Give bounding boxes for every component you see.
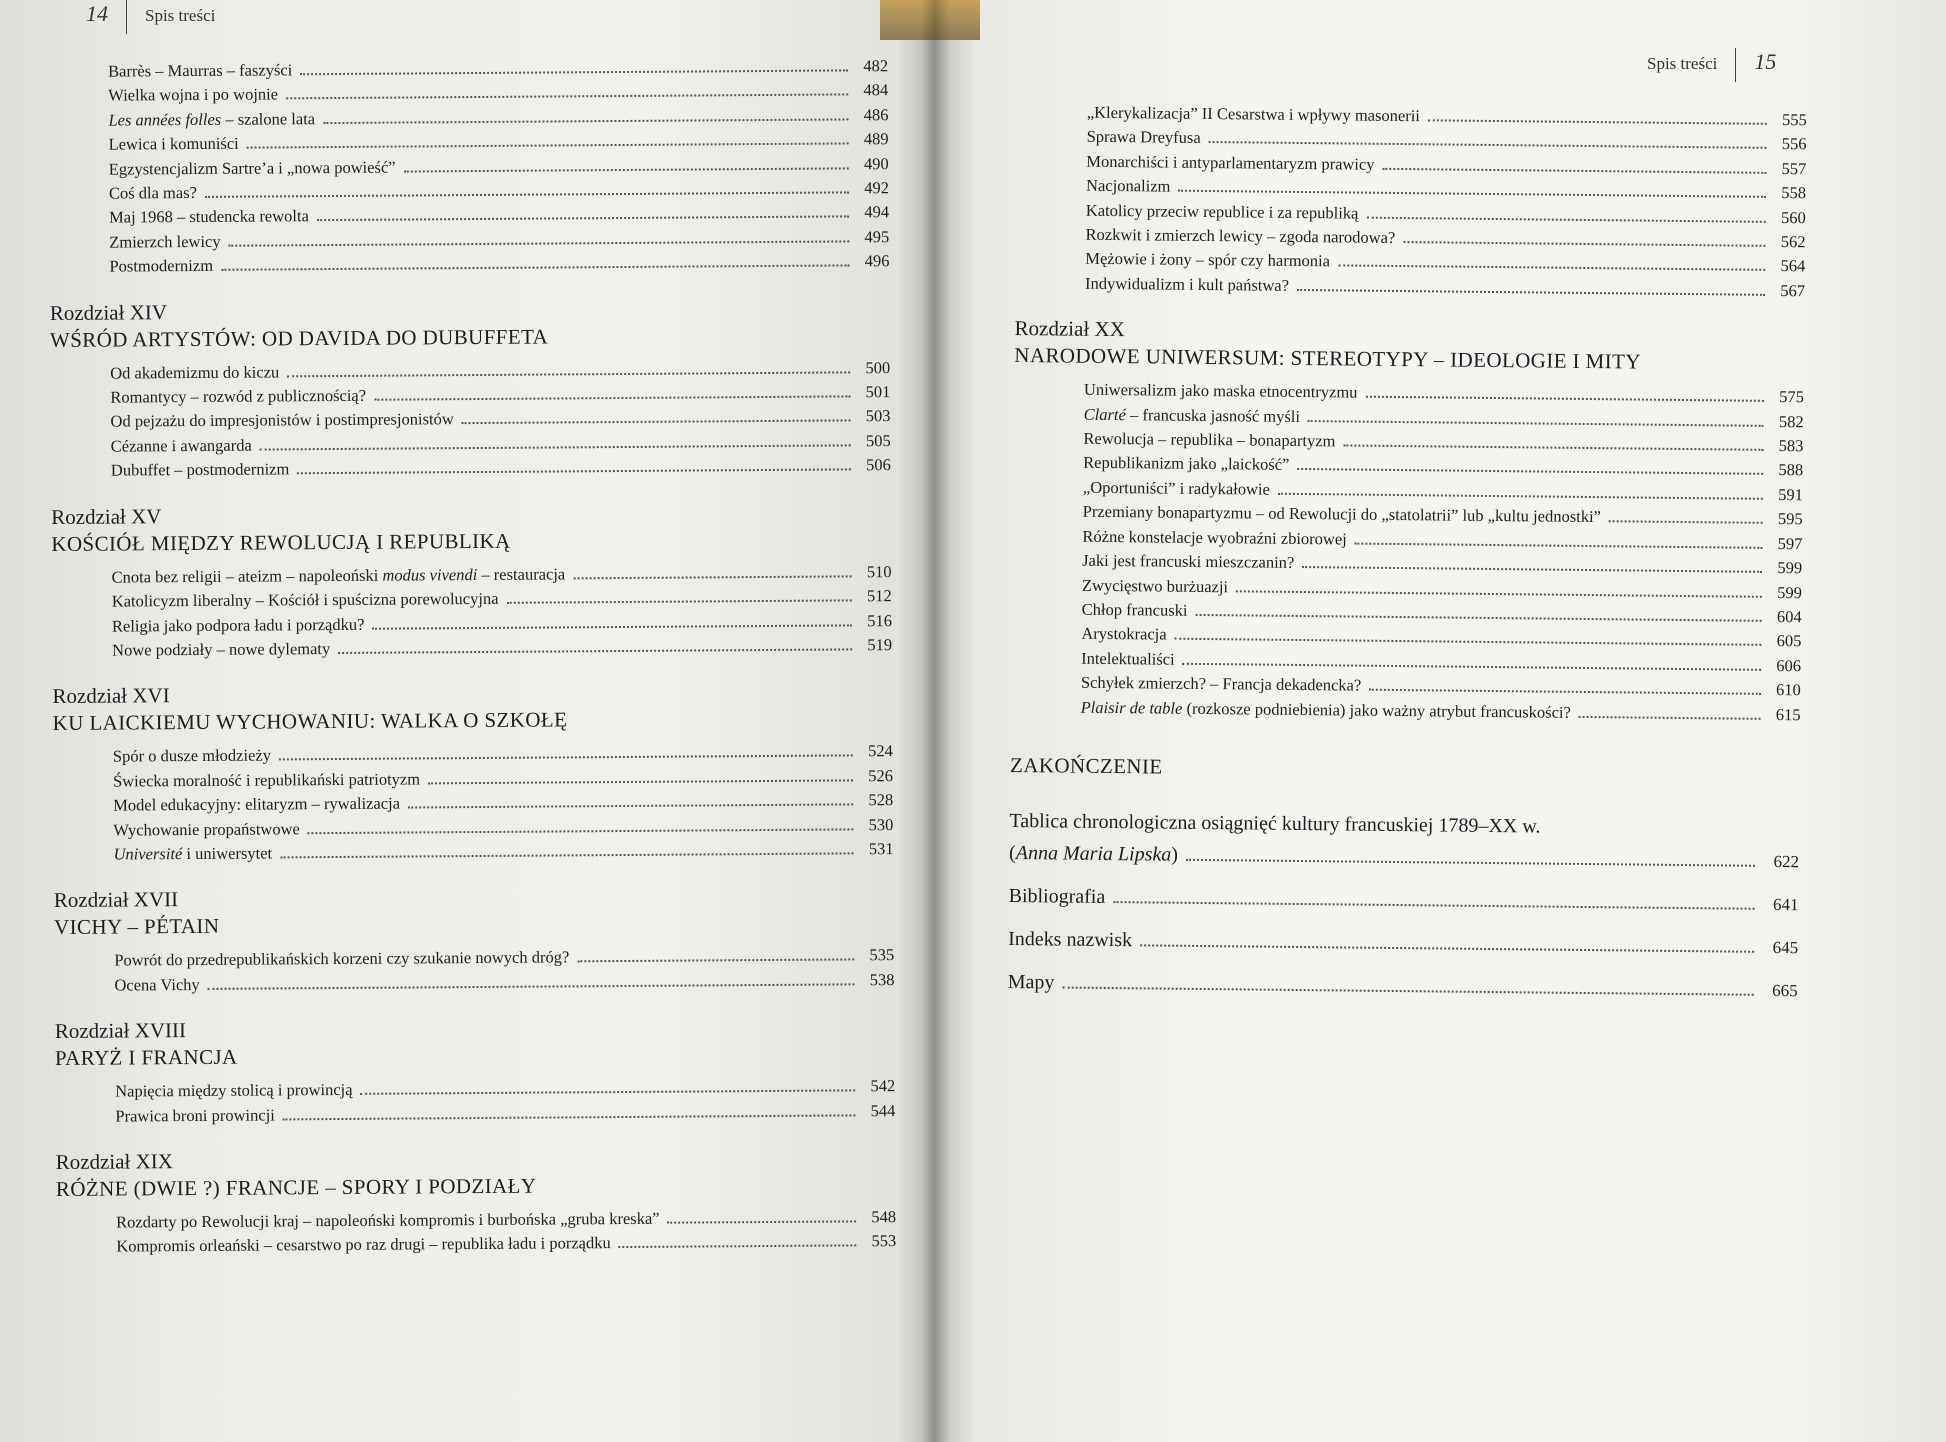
right-page-number: 15 (1754, 48, 1777, 74)
toc-entry: Jaki jest francuski mieszczanin? 599 (1082, 550, 1803, 578)
toc-entry: Powrót do przedrepublikańskich korzeni czy szukanie nowych dróg? 535 (114, 945, 895, 970)
toc-entry: Barrès – Maurras – faszyści 482 (108, 56, 889, 81)
chapter-xix (56, 1143, 897, 1260)
toc-entry: Clarté – francuska jasność myśli 582 (1083, 404, 1804, 431)
toc-entry: Uniwersalizm jako maska etnocentryzmu 575 (1083, 379, 1805, 407)
right-running-head (1647, 48, 1776, 82)
chapter-label: Rozdział XIX (55, 1149, 173, 1174)
back-matter-entry: Bibliografia 641 (1008, 884, 1799, 915)
toc-entry: Rozdarty po Rewolucji kraj – napoleoński kompromis i burbońska „gruba kreska” 548 (116, 1207, 897, 1232)
chapter-label: Rozdział XV (51, 503, 162, 529)
toc-entry: Religia jako podpora ładu i porządku? 516 (111, 610, 892, 636)
right-page (935, 0, 1946, 1442)
toc-entry: Egzystencjalizm Sartre’a i „nowa powieść” 490 (108, 153, 889, 179)
toc-entry: Przemiany bonapartyzmu – od Rewolucji do „statolatrii” lub „kultu jednostki” 595 (1082, 501, 1803, 529)
chapter-xiv (50, 294, 891, 484)
chapter-title: PARYŻ I FRANCJA (54, 1044, 238, 1071)
toc-entry: Republikanizm jako „laickość” 588 (1083, 453, 1804, 480)
chapter-label: Rozdział XIV (49, 299, 168, 325)
toc-entry: Dubuffet – postmodernizm 506 (110, 455, 891, 480)
toc-entry: Model edukacyjny: elitaryzm – rywalizacja 528 (113, 790, 894, 815)
chapter-title: RÓŻNE (DWIE ?) FRANCJE – SPORY I PODZIAŁY (55, 1173, 537, 1201)
toc-entry: Coś dla mas? 492 (108, 178, 889, 203)
toc-entry: Różne konstelacje wyobraźni zbiorowej 597 (1082, 526, 1803, 553)
toc-entry: Schyłek zmierzch? – Francja dekadencka? 610 (1080, 672, 1801, 700)
toc-entry: „Oportuniści” i radykałowie 591 (1082, 477, 1804, 505)
chronology-author: Anna Maria Lipska (1015, 841, 1172, 866)
toc-entry: Arystokracja 605 (1081, 624, 1802, 651)
toc-entry: Chłop francuski 604 (1081, 599, 1802, 627)
book-gutter (920, 0, 950, 1442)
toc-entry: Od pejzażu do impresjonistów i postimpresjonistów 503 (110, 406, 891, 432)
right-running-head-text: Spis treści (1647, 53, 1718, 73)
right-toc (1008, 100, 1807, 1008)
toc-entry: Rewolucja – republika – bonapartyzm 583 (1083, 428, 1804, 456)
toc-entry: Cézanne i awangarda 505 (110, 431, 891, 456)
chronology-page: 622 (1773, 851, 1800, 872)
toc-entry: Katolicy przeciw republice i za republiką 560 (1085, 200, 1806, 227)
toc-entry: Rozkwit i zmierzch lewicy – zgoda narodowa? 562 (1085, 224, 1806, 252)
toc-entry: Les années folles – szalone lata 486 (108, 104, 889, 130)
left-page (0, 0, 935, 1442)
toc-entry: Wielka wojna i po wojnie 484 (108, 80, 889, 105)
toc-entry: Sprawa Dreyfusa 556 (1086, 127, 1807, 154)
toc-entry: Plaisir de table (rozkosze podniebienia) jako ważny atrybut francuskości? 615 (1080, 697, 1801, 724)
chapter-title: KU LAICKIEMU WYCHOWANIU: WALKA O SZKOŁĘ (52, 707, 568, 736)
left-lead-entries (48, 54, 890, 280)
closing-title: ZAKOŃCZENIE (1009, 752, 1163, 779)
toc-entry: Nacjonalizm 558 (1086, 175, 1807, 203)
chapter-title: NARODOWE UNIWERSUM: STEREOTYPY – IDEOLOGIE I MITY (1014, 343, 1642, 374)
toc-entry: Mężowie i żony – spór czy harmonia 564 (1085, 249, 1806, 276)
toc-entry: Nowe podziały – nowe dylematy 519 (112, 635, 893, 660)
chapter-label: Rozdział XVII (53, 887, 179, 913)
chronology-title: Tablica chronologiczna osiągnięć kultury francuskiej 1789–XX w. (1009, 809, 1541, 838)
left-toc (48, 54, 896, 1260)
chapter-title: KOŚCIÓŁ MIĘDZY REWOLUCJĄ I REPUBLIKĄ (51, 528, 511, 556)
chapter-label: Rozdział XVIII (54, 1018, 187, 1044)
toc-entry: Od akademizmu do kiczu 500 (110, 357, 891, 383)
toc-entry: Postmodernizm 496 (109, 251, 890, 276)
toc-entry: Romantycy – rozwód z publicznością? 501 (110, 382, 891, 407)
running-head-divider (1735, 48, 1736, 82)
left-page-number: 14 (86, 0, 108, 26)
left-running-head (86, 0, 215, 34)
chapter-title: WŚRÓD ARTYSTÓW: OD DAVIDA DO DUBUFFETA (49, 324, 549, 352)
chapter-label: Rozdział XX (1014, 316, 1125, 342)
right-lead-entries (1015, 100, 1807, 304)
chapter-label: Rozdział XVI (52, 683, 170, 709)
toc-entry: Intelektualiści 606 (1081, 648, 1802, 675)
toc-entry: Maj 1968 – studencka rewolta 494 (109, 202, 890, 228)
toc-entry: Wychowanie propaństwowe 530 (113, 814, 894, 840)
toc-entry: Zmierzch lewicy 495 (109, 226, 890, 252)
toc-entry: Ocena Vichy 538 (114, 969, 895, 995)
back-matter-entry: Indeks nazwisk 645 (1008, 927, 1799, 958)
toc-entry: Lewica i komuniści 489 (108, 129, 889, 154)
back-matter-entry: Mapy 665 (1007, 970, 1798, 1001)
chapter-xviii (55, 1012, 896, 1129)
chapter-xvii (54, 881, 895, 998)
toc-entry: Prawica broni prowincji 544 (115, 1100, 896, 1126)
chapter-xx (1011, 315, 1805, 727)
toc-entry: Indywidualizm i kult państwa? 567 (1084, 273, 1806, 301)
toc-entry: Université i uniwersytet 531 (113, 839, 894, 864)
left-running-head-text: Spis treści (145, 5, 216, 25)
toc-entry: Kompromis orleański – cesarstwo po raz drugi – republika ładu i porządku 553 (116, 1231, 897, 1256)
chapter-xv (51, 498, 892, 663)
toc-entry: Spór o dusze młodzieży 524 (112, 741, 893, 766)
toc-entry: „Klerykalizacja” II Cesarstwa i wpływy masonerii 555 (1086, 102, 1807, 130)
chronology-entry: Tablica chronologiczna osiągnięć kultury francuskiej 1789–XX w. (Anna Maria Lipska) 622 (1009, 806, 1800, 879)
toc-entry: Napięcia między stolicą i prowincją 542 (115, 1076, 896, 1101)
toc-entry: Monarchiści i antyparlamentaryzm prawicy 557 (1086, 151, 1807, 179)
toc-entry: Katolicyzm liberalny – Kościół i spuścizna porewolucyjna 512 (111, 586, 892, 611)
toc-entry: Cnota bez religii – ateizm – napoleoński modus vivendi – restauracja 510 (111, 561, 892, 587)
running-head-divider (126, 0, 127, 34)
toc-entry: Zwycięstwo burżuazji 599 (1081, 575, 1802, 602)
chapter-title: VICHY – PÉTAIN (53, 914, 220, 940)
chapter-xvi (52, 677, 893, 867)
toc-entry: Świecka moralność i republikański patriotyzm 526 (112, 765, 894, 791)
